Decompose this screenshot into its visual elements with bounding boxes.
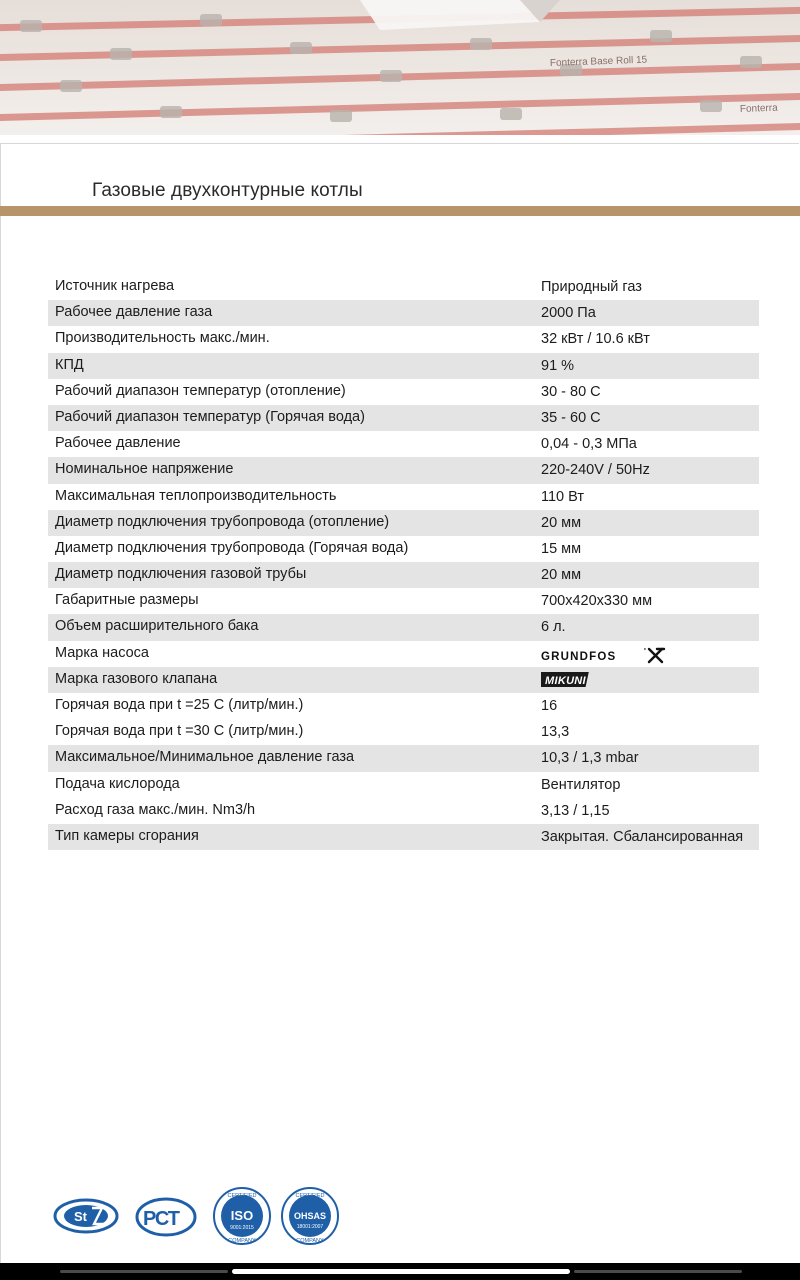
spec-row — [48, 588, 759, 614]
spec-value: 16 — [541, 698, 558, 714]
spec-row — [48, 745, 759, 771]
spec-label: Источник нагрева — [55, 278, 175, 294]
floor-heating-photo — [0, 0, 800, 135]
spec-label: Диаметр подключения трубопровода (отопление) — [55, 513, 390, 530]
spec-label: Диаметр подключения трубопровода (Горячая вода) — [55, 539, 409, 556]
spec-value: 6 л. — [541, 619, 566, 636]
spec-row — [48, 614, 759, 640]
spec-row — [48, 798, 759, 824]
spec-value: 0,04 - 0,3 МПа — [541, 436, 637, 453]
page-title: Газовые двухконтурные котлы — [92, 180, 363, 201]
iso-cert-top: CERTIFIED — [227, 1193, 257, 1199]
spec-value: 30 - 80 С — [541, 383, 601, 400]
system-navigation-bar — [0, 1263, 800, 1280]
spec-value: 91 % — [541, 357, 575, 374]
spec-table — [48, 274, 759, 850]
spec-label: Расход газа макс./мин. Nm3/h — [55, 801, 256, 818]
spec-value: 3,13 / 1,15 — [541, 802, 610, 819]
spec-value: 20 мм — [541, 514, 582, 531]
spec-row — [48, 326, 759, 352]
title-divider — [0, 206, 800, 216]
spec-row — [48, 693, 759, 719]
spec-value: Природный газ — [541, 279, 642, 295]
spec-row — [48, 772, 759, 798]
spec-label: Тип камеры сгорания — [55, 827, 199, 844]
spec-label: Марка насоса — [55, 644, 149, 661]
grundfos-logo — [541, 645, 671, 669]
spec-value: Закрытая. Сбалансированная — [541, 828, 744, 845]
spec-value: 20 мм — [541, 567, 582, 584]
spec-row — [48, 431, 759, 457]
rst-cert-text: РСТ — [143, 1208, 180, 1230]
spec-label: Максимальное/Минимальное давление газа — [55, 749, 355, 766]
mikuni-wordmark: MIKUNI — [545, 674, 586, 687]
spec-label: Производительность макс./мин. — [55, 330, 270, 347]
spec-row — [48, 274, 759, 300]
spec-value: 15 мм — [541, 540, 582, 557]
spec-label: Объем расширительного бака — [55, 618, 259, 635]
spec-label: Габаритные размеры — [55, 592, 199, 609]
spec-row — [48, 510, 759, 536]
iso-cert-code: 9001:2015 — [230, 1225, 254, 1231]
pipe-print-text-2: Fonterra — [739, 102, 778, 115]
iso-cert-icon — [212, 1186, 272, 1251]
spec-row — [48, 562, 759, 588]
scroll-track-right — [574, 1270, 742, 1273]
ohsas-cert-code: 18001:2007 — [296, 1224, 324, 1230]
home-indicator[interactable] — [232, 1269, 570, 1274]
spec-value: 13,3 — [541, 724, 570, 741]
spec-row — [48, 536, 759, 562]
spec-label: Диаметр подключения газовой трубы — [55, 566, 307, 583]
grundfos-x-icon — [649, 649, 664, 662]
ohsas-cert-bottom: COMPANY — [296, 1238, 324, 1244]
spec-row — [48, 667, 759, 693]
header-banner-image — [0, 0, 800, 135]
pipe-print-text: Fonterra Base Roll 15 — [549, 54, 648, 69]
spec-row — [48, 405, 759, 431]
rst-cert-icon — [134, 1196, 198, 1243]
spec-row — [48, 719, 759, 745]
spec-value: 32 кВт / 10.6 кВт — [541, 331, 650, 348]
iso-cert-text: ISO — [230, 1208, 254, 1223]
spec-label: Рабочий диапазон температур (отопление) — [55, 382, 346, 399]
spec-value: 110 Вт — [541, 488, 584, 505]
spec-label: Номинальное напряжение — [55, 461, 234, 478]
spec-label: Подача кислорода — [55, 775, 180, 792]
spec-row — [48, 379, 759, 405]
spec-row — [48, 824, 759, 850]
ohsas-cert-top: CERTIFIED — [295, 1193, 325, 1199]
spec-label: Горячая вода при t =25 С (литр/мин.) — [55, 697, 304, 713]
scroll-track-left — [60, 1270, 228, 1273]
spec-label: Горячая вода при t =30 С (литр/мин.) — [55, 723, 304, 740]
sst-cert-icon — [52, 1196, 120, 1241]
spec-row — [48, 457, 759, 483]
mikuni-logo — [541, 671, 593, 693]
grundfos-wordmark: GRUNDFOS — [541, 650, 617, 663]
spec-value: 10,3 / 1,3 mbar — [541, 750, 639, 767]
sst-cert-text: St — [74, 1209, 87, 1224]
spec-row — [48, 484, 759, 510]
spec-value: 220-240V / 50Hz — [541, 462, 650, 479]
spec-label: Максимальная теплопроизводительность — [55, 487, 337, 504]
spec-value: 2000 Па — [541, 305, 596, 322]
spec-value: 35 - 60 С — [541, 409, 601, 426]
spec-row — [48, 300, 759, 326]
spec-label: Рабочее давление — [55, 435, 181, 452]
spec-label: Рабочий диапазон температур (Горячая вода) — [55, 408, 365, 425]
spec-label: Марка газового клапана — [55, 670, 218, 687]
svg-text:': ' — [644, 646, 646, 656]
spec-row — [48, 641, 759, 667]
ohsas-cert-text: OHSAS — [293, 1211, 327, 1221]
ohsas-cert-icon — [280, 1186, 340, 1251]
iso-cert-bottom: COMPANY — [228, 1238, 256, 1244]
spec-value: Вентилятор — [541, 776, 621, 793]
spec-label: Рабочее давление газа — [55, 304, 213, 321]
spec-label: КПД — [55, 356, 84, 373]
spec-value: 700x420x330 мм — [541, 593, 653, 610]
spec-row — [48, 353, 759, 379]
